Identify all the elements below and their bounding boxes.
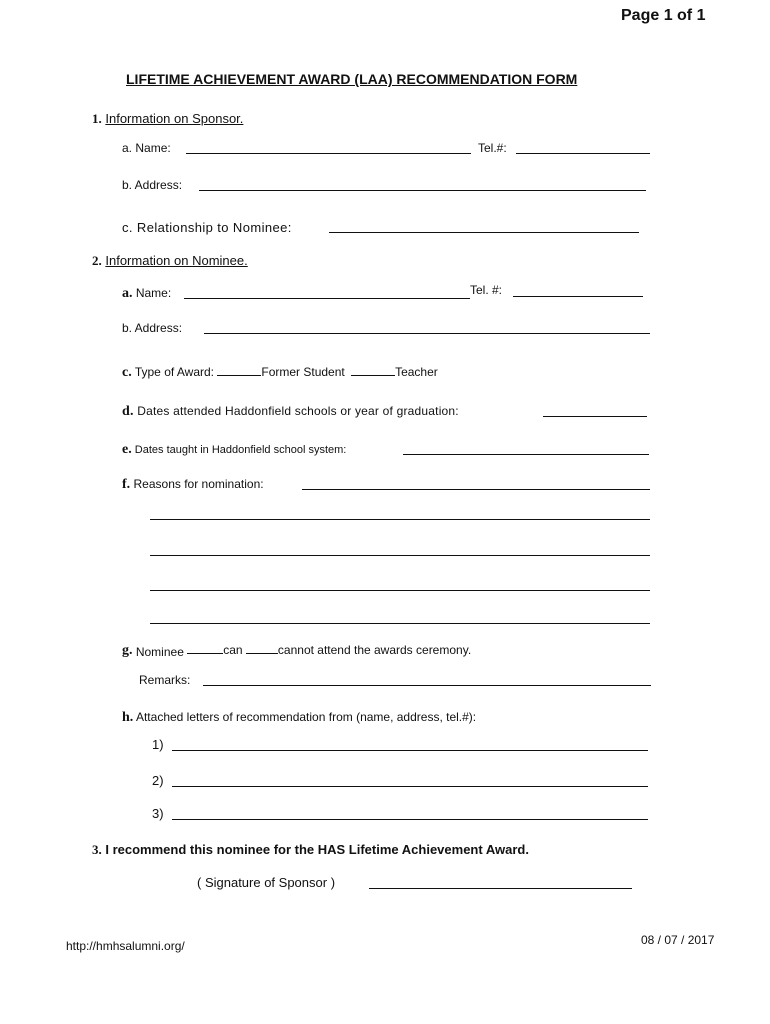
item-a-label: a. [122,286,133,301]
nominee-name-row [122,286,171,302]
can-option: can [223,643,243,657]
letter-1-label: 1) [152,737,164,752]
letter-2-field[interactable] [172,786,648,787]
remarks-label: Remarks: [139,673,191,687]
reasons-field-line-2[interactable] [150,519,650,520]
item-f-label: f. [122,477,131,492]
reasons-label: Reasons for nomination: [133,477,264,491]
section-1-heading [92,111,243,127]
dates-taught-label: Dates taught in Haddonfield school system: [134,444,347,456]
letter-3-label: 3) [152,806,164,821]
sponsor-name-field[interactable] [186,153,471,154]
nominee-name-label: Name: [135,286,172,300]
section-3-statement: I recommend this nominee for the HAS Lifetime Achievement Award. [105,842,529,857]
dates-taught-row [122,442,346,458]
nominee-address-field[interactable] [204,333,650,334]
reasons-field-line-1[interactable] [302,489,650,490]
nominee-address-label: b. Address: [122,321,183,335]
letter-3-field[interactable] [172,819,648,820]
section-2-heading [92,253,248,269]
cannot-option: cannot attend the awards ceremony. [277,643,472,657]
item-c-label: c. [122,365,132,380]
award-type-row [122,364,438,381]
item-a-label: a. [122,141,133,155]
nominee-label: Nominee [135,645,184,659]
nominee-tel-label: Tel. #: [470,283,503,297]
nominee-name-field[interactable] [184,298,470,299]
footer-date: 08 / 07 / 2017 [641,933,715,947]
cannot-blank[interactable] [246,642,278,654]
sponsor-address-label: b. Address: [122,178,183,192]
teacher-option: Teacher [395,365,438,379]
sponsor-tel-field[interactable] [516,153,650,154]
reasons-field-line-3[interactable] [150,555,650,556]
signature-label: ( Signature of Sponsor ) [197,875,336,890]
teacher-blank[interactable] [351,364,395,376]
section-1-number: 1. [92,111,102,126]
section-3-number: 3. [92,842,102,857]
item-g-label: g. [122,643,133,658]
former-student-option: Former Student [261,365,345,379]
letter-1-field[interactable] [172,750,648,751]
section-2-number: 2. [92,253,102,268]
item-d-label: d. [122,404,134,419]
section-3-statement-row [92,842,529,858]
reasons-row [122,477,264,493]
sponsor-name-label: Name: [135,141,171,155]
can-blank[interactable] [187,642,223,654]
item-e-label: e. [122,442,132,457]
award-type-label: Type of Award: [134,365,215,379]
footer-url: http://hmhsalumni.org/ [66,939,185,953]
item-h-label: h. [122,710,134,725]
letters-row [122,710,476,726]
reasons-field-line-4[interactable] [150,590,650,591]
relationship-label: c. Relationship to Nominee: [122,220,292,235]
remarks-field[interactable] [203,685,651,686]
sponsor-tel-label: Tel.#: [478,141,507,155]
form-title: LIFETIME ACHIEVEMENT AWARD (LAA) RECOMMENDATION FORM [126,71,578,87]
dates-attended-row [122,404,459,420]
relationship-field[interactable] [329,232,639,233]
sponsor-name-row [122,141,171,155]
sponsor-address-field[interactable] [199,190,646,191]
dates-taught-field[interactable] [403,454,649,455]
letter-2-label: 2) [152,773,164,788]
dates-attended-field[interactable] [543,416,647,417]
reasons-field-line-5[interactable] [150,623,650,624]
attendance-row [122,642,471,659]
dates-attended-label: Dates attended Haddonfield schools or year of graduation: [137,404,459,418]
letters-label: Attached letters of recommendation from (name, address, tel.#): [135,710,477,724]
section-2-title: Information on Nominee. [105,253,248,268]
section-1-title: Information on Sponsor. [105,111,244,126]
nominee-tel-field[interactable] [513,296,643,297]
page-number-label: Page 1 of 1 [621,7,706,24]
former-student-blank[interactable] [217,364,261,376]
signature-field[interactable] [369,888,632,889]
